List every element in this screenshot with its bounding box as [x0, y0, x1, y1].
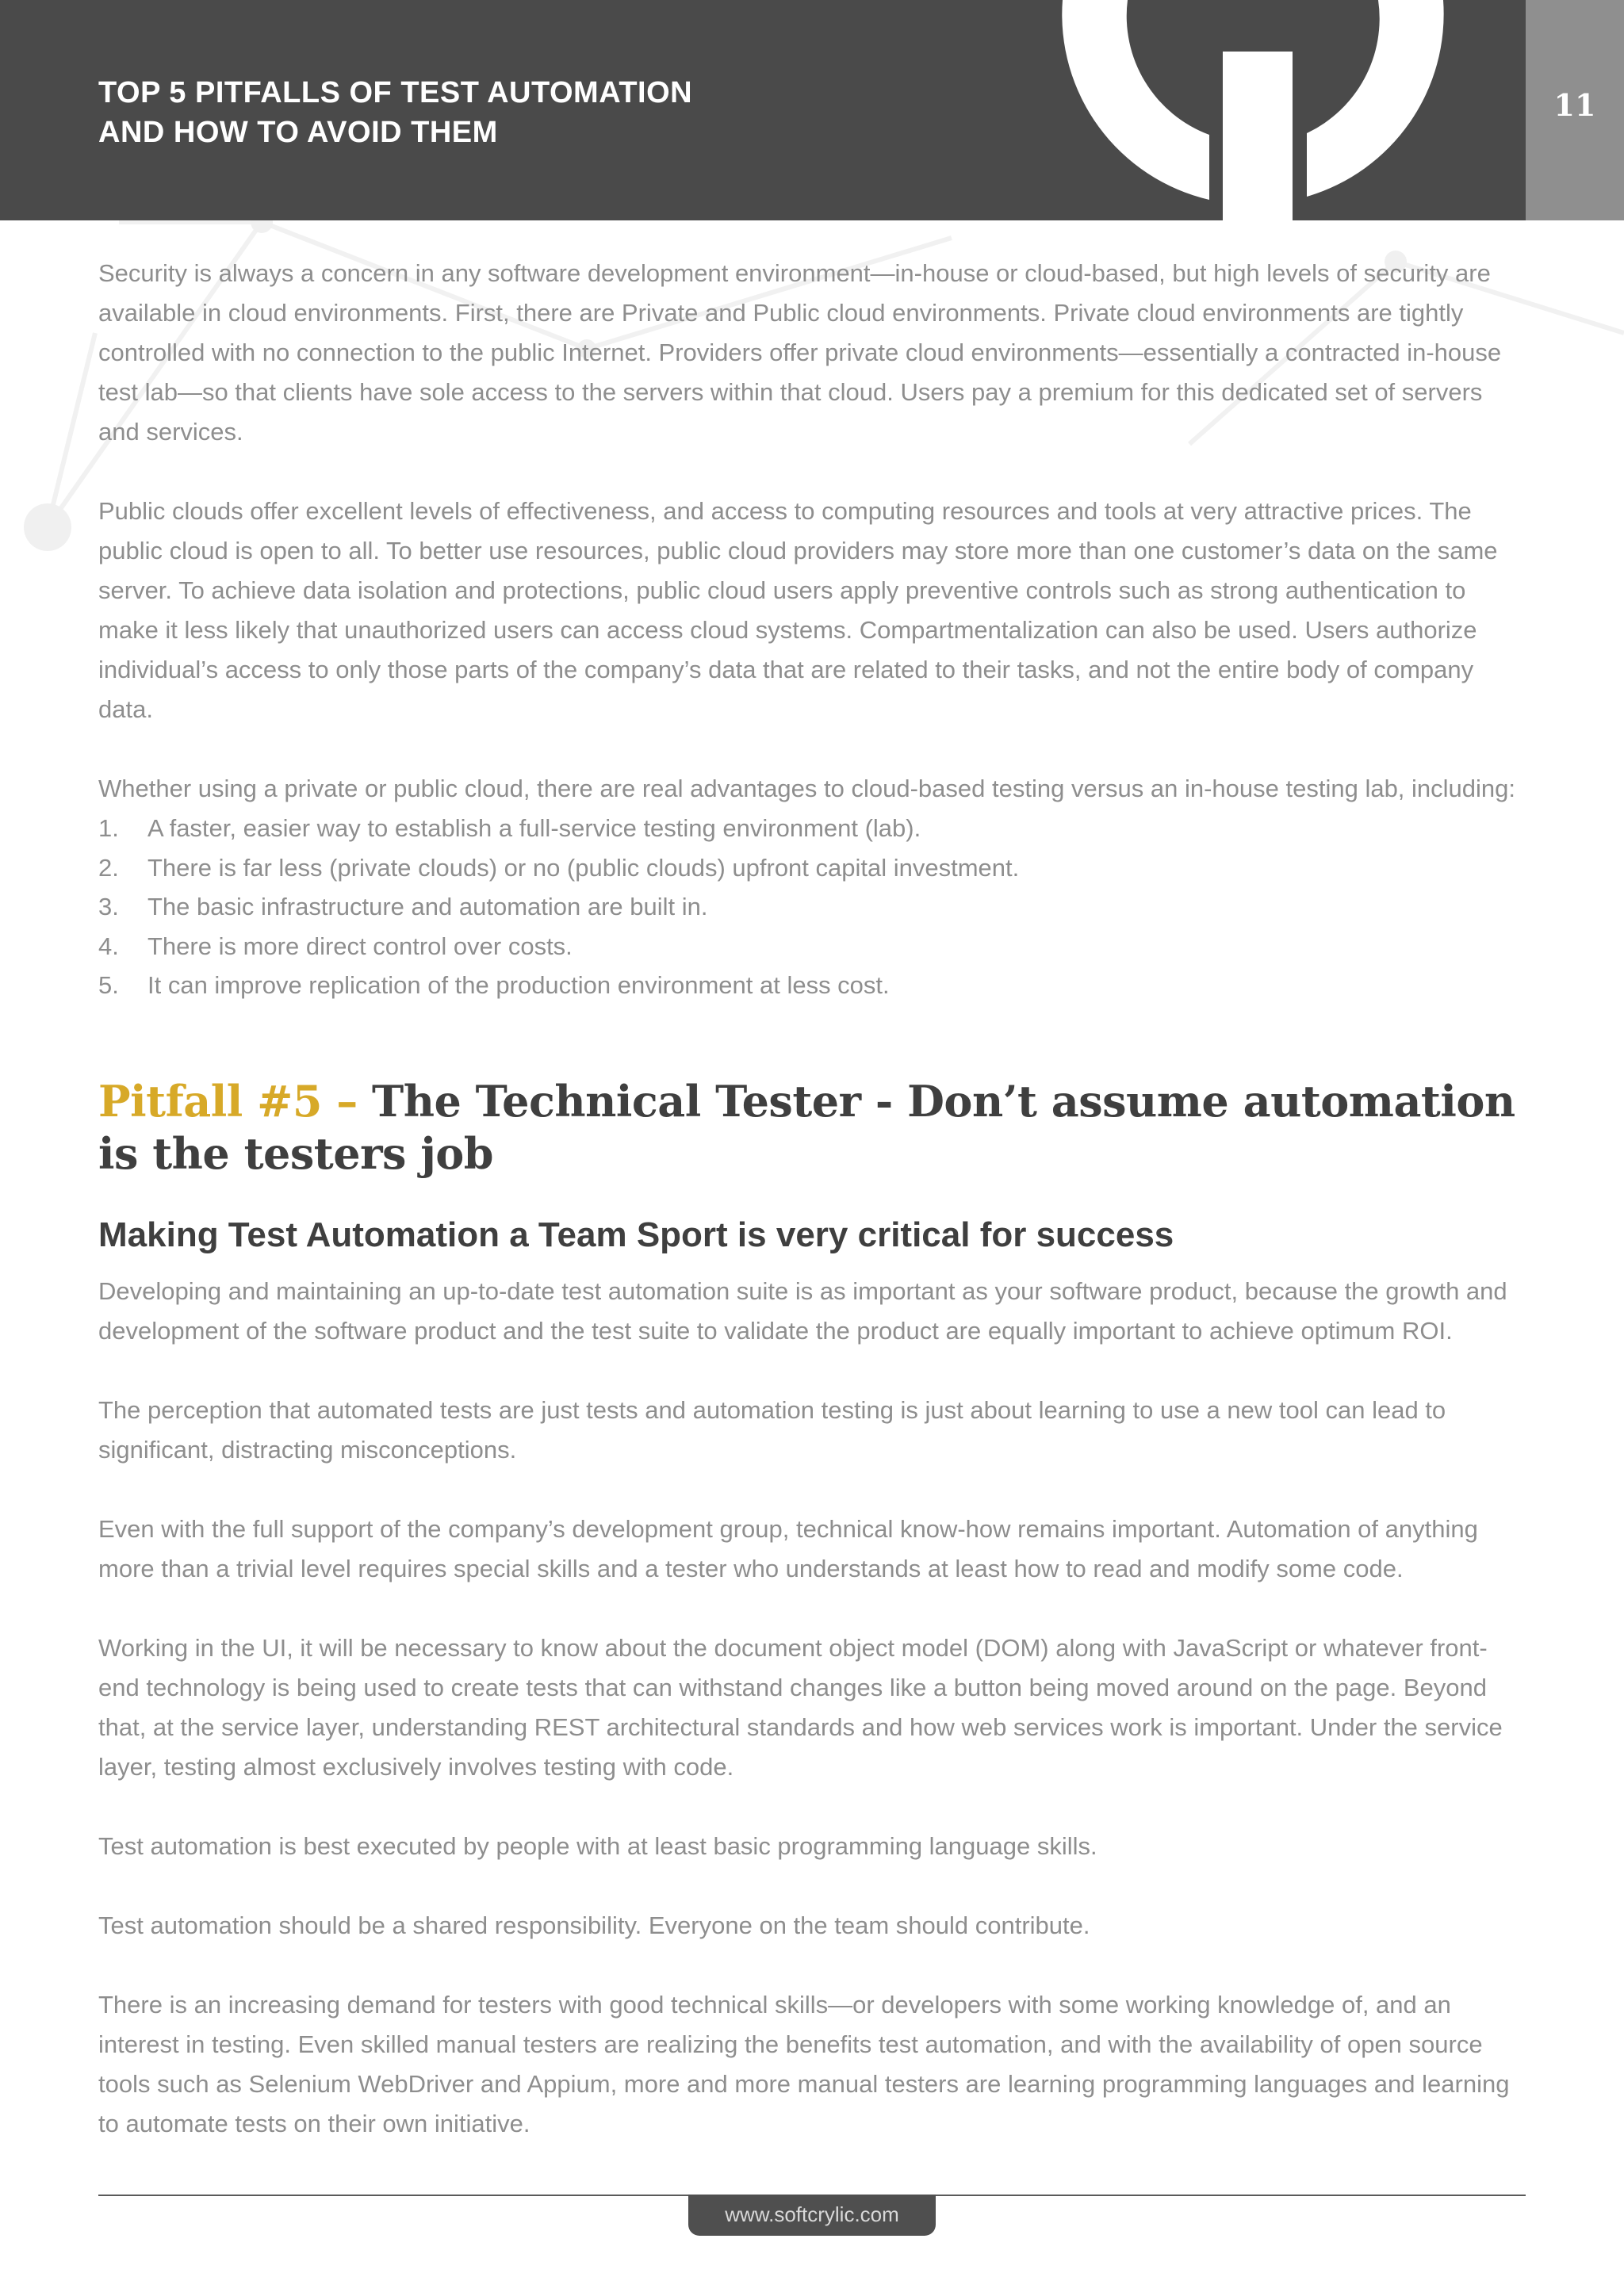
section-subheading: Making Test Automation a Team Sport is very critical for success — [98, 1215, 1174, 1254]
document-title-line-1: TOP 5 PITFALLS OF TEST AUTOMATION — [98, 76, 693, 109]
list-item-text: There is far less (private clouds) or no (public clouds) upfront capital investment. — [147, 853, 1020, 882]
document-title — [98, 73, 812, 152]
pitfall-title: The Technical Tester - Don’t assume automation is the testers job — [98, 1075, 1515, 1179]
list-item-text: A faster, easier way to establish a full-service testing environment (lab). — [147, 814, 921, 842]
footer-url-tab — [688, 2195, 936, 2236]
list-item-number: 4. — [98, 932, 119, 960]
list-item — [98, 966, 1526, 1005]
pitfall-heading — [98, 1075, 1526, 1180]
body-paragraph: Developing and maintaining an up-to-date test automation suite is as important as your software product, because the growth and development of the software product and the test suite to validate the product are equally important to achieve optimum ROI. — [98, 1276, 1507, 1345]
list-item — [98, 848, 1526, 888]
pitfall-number: Pitfall #5 – — [98, 1075, 358, 1127]
list-item-number: 1. — [98, 814, 119, 842]
list-item-text: It can improve replication of the production environment at less cost. — [147, 971, 890, 999]
body-paragraph: Test automation should be a shared responsibility. Everyone on the team should contribute. — [98, 1911, 1090, 1939]
list-item-text: The basic infrastructure and automation are built in. — [147, 893, 708, 920]
list-item — [98, 887, 1526, 927]
body-paragraph: Even with the full support of the company’s development group, technical know-how remains important. Automation of anything more than a trivial level requires special skills and a tester who understands at least how to read and modify some code. — [98, 1514, 1478, 1582]
list-item-text: There is more direct control over costs. — [147, 932, 573, 960]
list-item-number: 5. — [98, 971, 119, 999]
intro-paragraph: Whether using a private or public cloud, there are real advantages to cloud-based testing versus an in-house testing lab, including: — [98, 775, 1516, 802]
page-number: 11 — [1553, 87, 1596, 123]
intro-paragraph: Public clouds offer excellent levels of effectiveness, and access to computing resources and tools at very attractive prices. The public cloud is open to all. To better use resources, public cloud providers may store more than one customer’s data on the same server. To achieve data isolation and protections, public cloud users apply preventive controls such as strong authentication to make it less likely that unauthorized users can access cloud systems. Compartmentalization can also be used. Users authorize individual’s access to only those parts of the company’s data that are related to their tasks, and not the entire body of company data. — [98, 497, 1498, 723]
list-item — [98, 809, 1526, 848]
page-content — [98, 254, 1526, 2144]
body-paragraph: There is an increasing demand for testers with good technical skills—or developers with some working knowledge of, and an interest in testing. Even skilled manual testers are realizing the benefits test automation, and with the availability of open source tools such as Selenium WebDriver and Appium, more and more manual testers are learning programming languages and learning to automate tests on their own initiative. — [98, 1990, 1510, 2137]
company-logo-icon — [1047, 0, 1459, 220]
page-number-tab — [1526, 0, 1624, 220]
body-paragraph: Working in the UI, it will be necessary to know about the document object model (DOM) along with JavaScript or whatever front-end technology is being used to create tests that can withstand changes like a button being moved around on the page. Beyond that, at the service layer, understanding REST architectural standards and how web services work is important. Under the service layer, testing almost exclusively involves testing with code. — [98, 1633, 1503, 1781]
list-item-number: 2. — [98, 853, 119, 882]
intro-paragraph: Security is always a concern in any software development environment—in-house or cloud-based, but high levels of security are available in cloud environments. First, there are Private and Public cloud environments. Private cloud environments are tightly controlled with no connection to the public Internet. Providers offer private cloud environments—essentially a contracted in-house test lab—so that clients have sole access to the servers within that cloud. Users pay a premium for this dedicated set of servers and services. — [98, 259, 1502, 446]
body-paragraph: Test automation is best executed by people with at least basic programming language skills. — [98, 1831, 1097, 1860]
advantages-list — [98, 809, 1526, 1005]
footer-url-link[interactable]: www.softcrylic.com — [725, 2202, 899, 2226]
document-title-line-2: AND HOW TO AVOID THEM — [98, 116, 498, 149]
body-paragraph: The perception that automated tests are just tests and automation testing is just about learning to use a new tool can lead to significant, distracting misconceptions. — [98, 1395, 1446, 1464]
list-item — [98, 927, 1526, 966]
list-item-number: 3. — [98, 893, 119, 920]
